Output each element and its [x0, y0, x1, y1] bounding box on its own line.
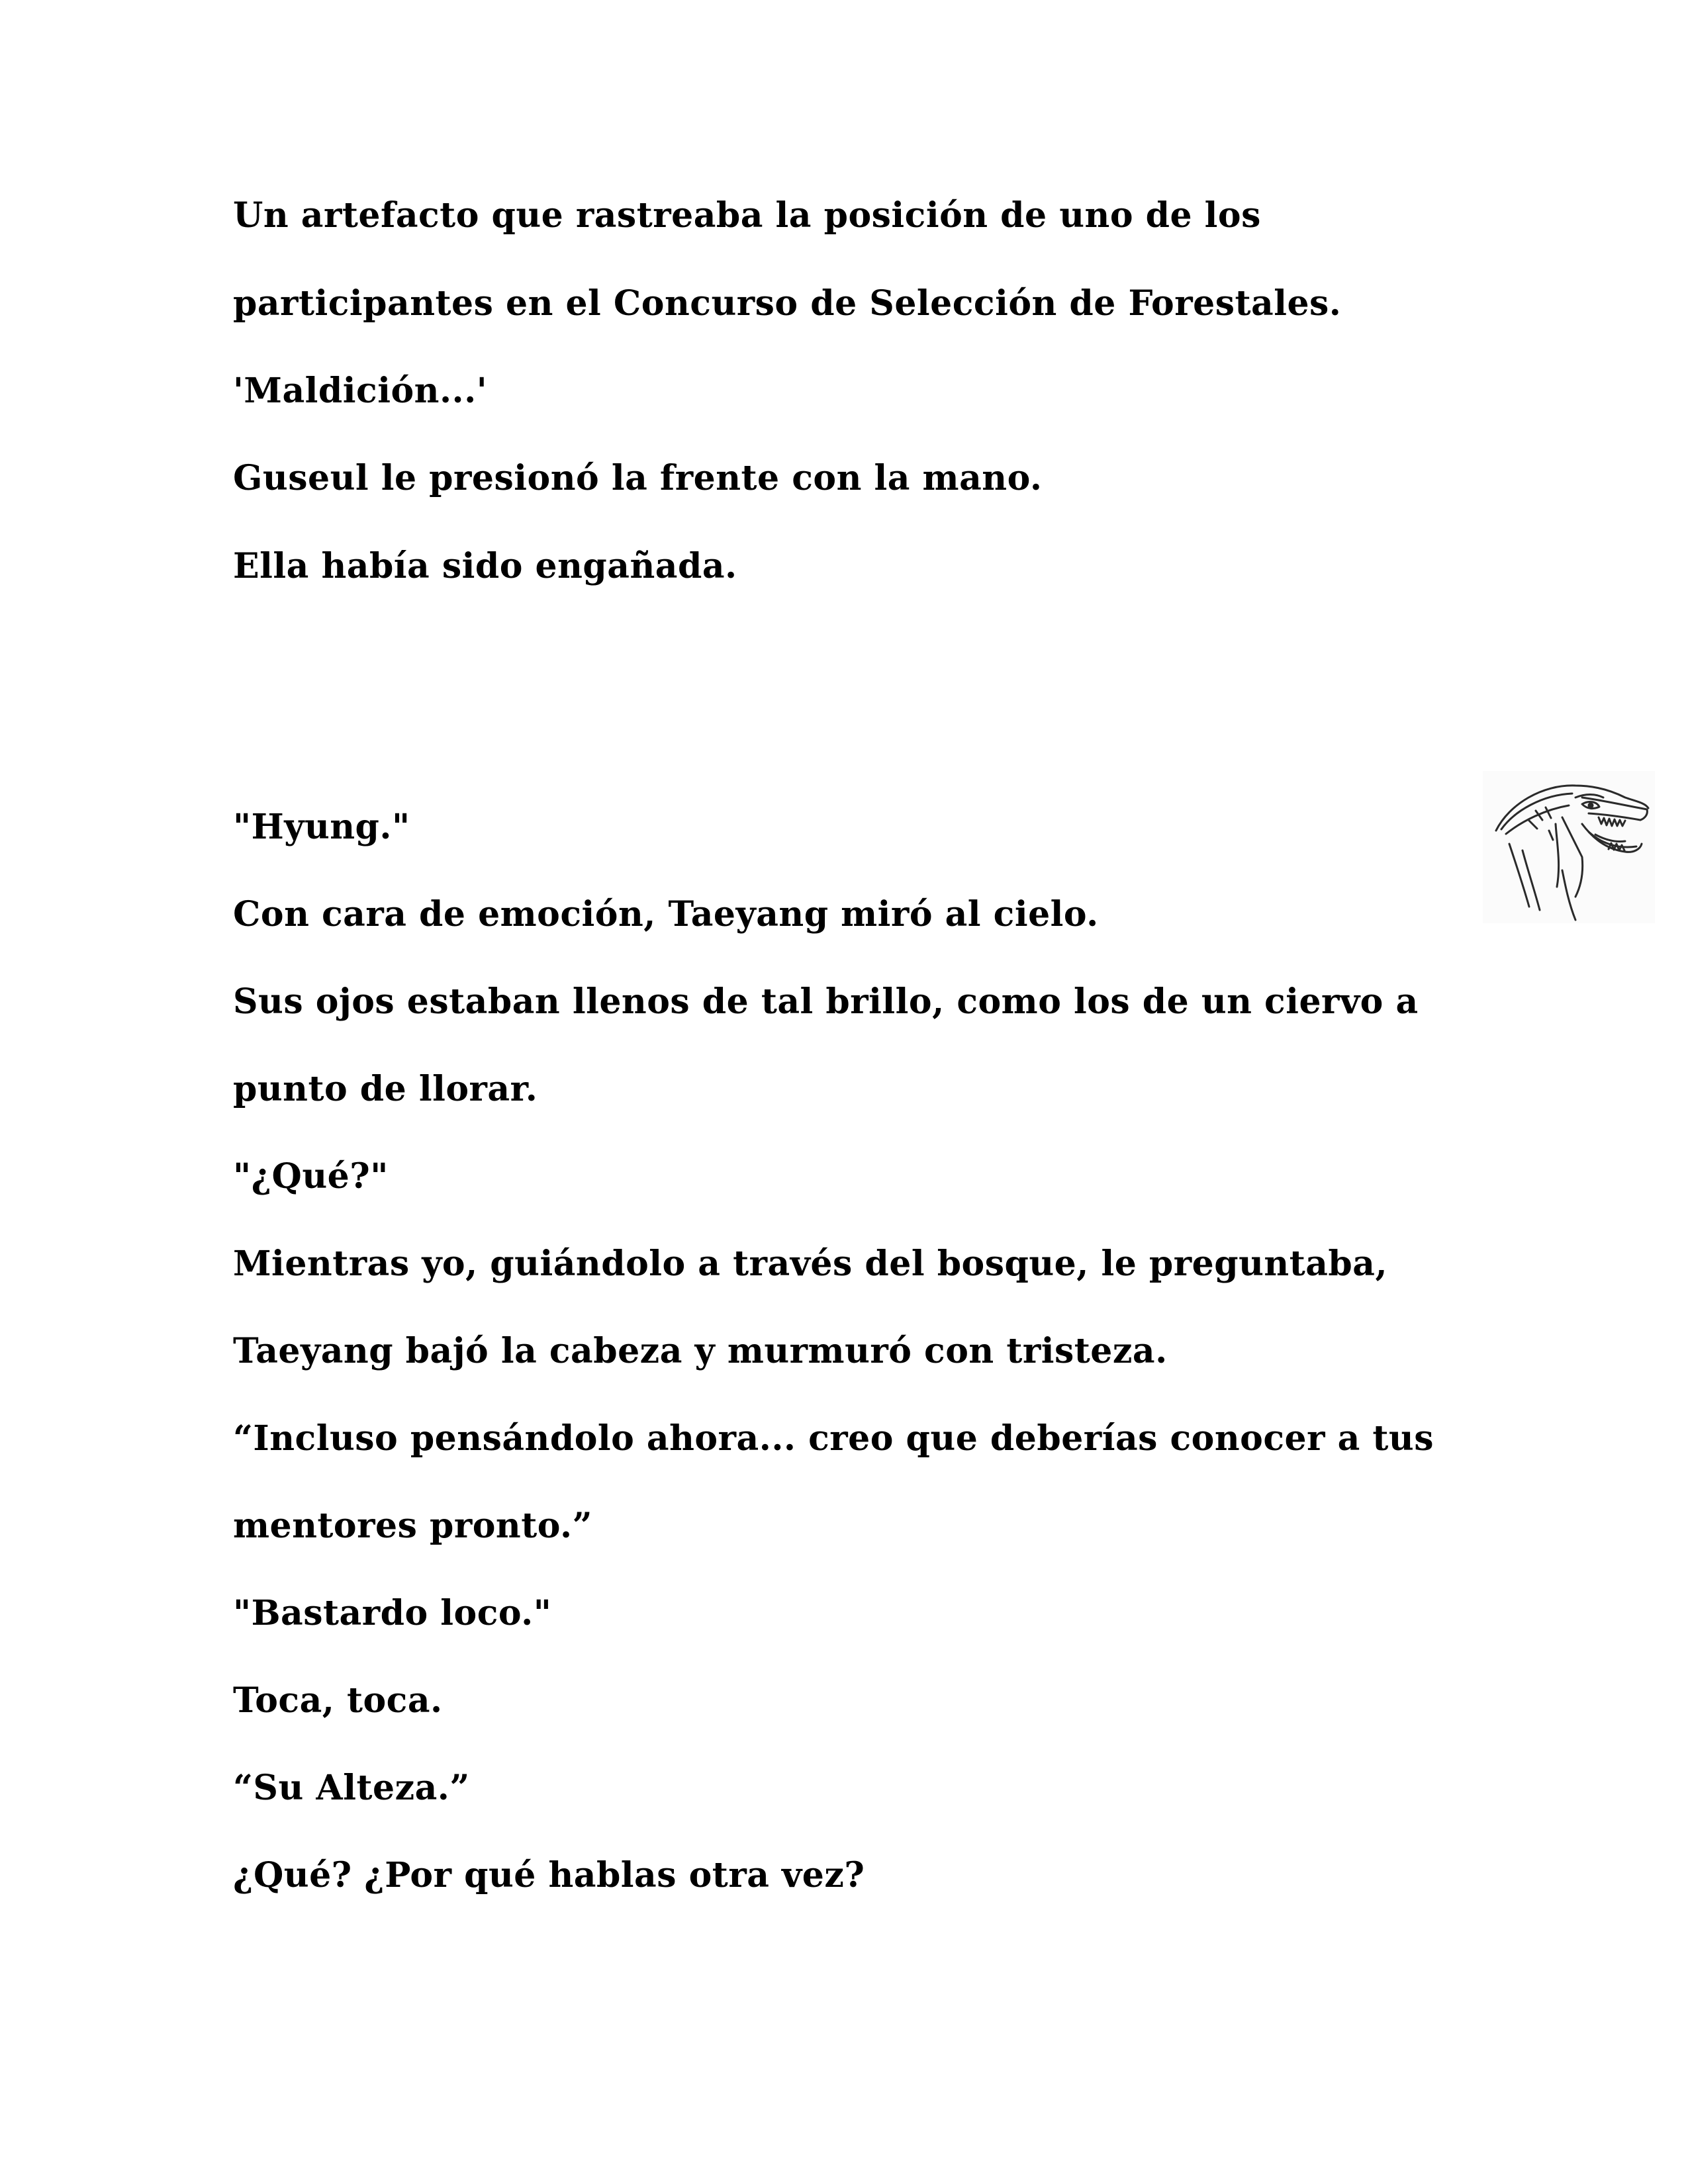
text-line: "Hyung." — [233, 807, 410, 847]
text-line: Ella había sido engañada. — [233, 546, 737, 586]
text-line: Taeyang bajó la cabeza y murmuró con tristeza. — [233, 1331, 1168, 1371]
text-line: "¿Qué?" — [233, 1156, 389, 1197]
text-line: Con cara de emoción, Taeyang miró al cielo. — [233, 894, 1099, 934]
text-line: “Incluso pensándolo ahora... creo que deberías conocer a tus — [233, 1418, 1434, 1459]
text-line: punto de llorar. — [233, 1069, 538, 1109]
text-line: Toca, toca. — [233, 1680, 443, 1721]
text-line: “Su Alteza.” — [233, 1768, 470, 1808]
text-line: 'Maldición...' — [233, 371, 488, 411]
dinosaur-watermark — [1483, 771, 1655, 923]
text-line: Guseul le presionó la frente con la mano. — [233, 458, 1043, 498]
text-line: Un artefacto que rastreaba la posición de uno de los — [233, 195, 1261, 236]
text-line: Sus ojos estaban llenos de tal brillo, como los de un ciervo a — [233, 981, 1419, 1022]
text-line: ¿Qué? ¿Por qué hablas otra vez? — [233, 1855, 865, 1895]
text-line: participantes en el Concurso de Selección de Forestales. — [233, 283, 1342, 324]
text-line: mentores pronto.” — [233, 1506, 593, 1546]
text-line: "Bastardo loco." — [233, 1593, 552, 1633]
dinosaur-head-sketch-icon — [1483, 771, 1655, 923]
text-line: Mientras yo, guiándolo a través del bosque, le preguntaba, — [233, 1244, 1388, 1284]
